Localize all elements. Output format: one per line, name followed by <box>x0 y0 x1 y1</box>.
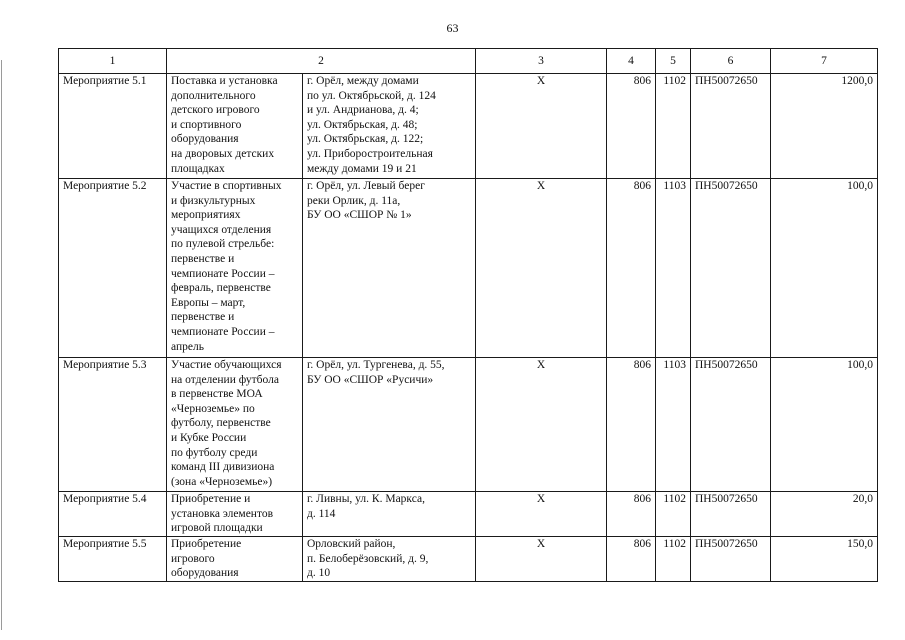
measure-col5: 1102 <box>656 492 691 537</box>
measure-name: Приобретение и установка элементов игровой площадки <box>167 492 303 537</box>
table-row <box>59 179 878 358</box>
measure-col3: Х <box>476 74 607 179</box>
measure-col4: 806 <box>607 358 656 492</box>
measures-table <box>58 48 878 582</box>
measure-name: Приобретение игрового оборудования <box>167 537 303 582</box>
measure-col6: ПН50072650 <box>691 74 771 179</box>
table-header-row <box>59 49 878 74</box>
header-col-7: 7 <box>771 49 878 74</box>
measure-col3: Х <box>476 537 607 582</box>
measure-address: г. Ливны, ул. К. Маркса, д. 114 <box>303 492 476 537</box>
measure-name: Поставка и установка дополнительного детского игрового и спортивного оборудования на дворовых детских площадках <box>167 74 303 179</box>
measure-id: Мероприятие 5.2 <box>59 179 167 358</box>
measure-id: Мероприятие 5.1 <box>59 74 167 179</box>
measure-col4: 806 <box>607 74 656 179</box>
table-row <box>59 492 878 537</box>
measure-address: г. Орёл, ул. Тургенева, д. 55, БУ ОО «СШОР «Русичи» <box>303 358 476 492</box>
table-row <box>59 74 878 179</box>
header-col-3: 3 <box>476 49 607 74</box>
measure-col4: 806 <box>607 537 656 582</box>
table-row <box>59 537 878 582</box>
measure-col7: 100,0 <box>771 179 878 358</box>
header-col-5: 5 <box>656 49 691 74</box>
measure-col4: 806 <box>607 179 656 358</box>
measure-col6: ПН50072650 <box>691 537 771 582</box>
header-col-2: 2 <box>167 49 476 74</box>
measure-address: г. Орёл, между домами по ул. Октябрьской, д. 124 и ул. Андрианова, д. 4; ул. Октябрьская, д. 48; ул. Октябрьская, д. 122; ул. Приборостроительная между домами 19 и 21 <box>303 74 476 179</box>
measure-col3: Х <box>476 492 607 537</box>
measure-id: Мероприятие 5.4 <box>59 492 167 537</box>
header-col-4: 4 <box>607 49 656 74</box>
measure-name: Участие обучающихся на отделении футбола в первенстве МОА «Черноземье» по футболу, первенстве и Кубке России по футболу среди команд III дивизиона (зона «Черноземье») <box>167 358 303 492</box>
measure-col5: 1102 <box>656 537 691 582</box>
measure-col5: 1103 <box>656 358 691 492</box>
header-col-1: 1 <box>59 49 167 74</box>
measure-col6: ПН50072650 <box>691 179 771 358</box>
header-col-6: 6 <box>691 49 771 74</box>
measure-col5: 1102 <box>656 74 691 179</box>
measure-col7: 150,0 <box>771 537 878 582</box>
measure-id: Мероприятие 5.5 <box>59 537 167 582</box>
measure-address: Орловский район, п. Белоберёзовский, д. 9, д. 10 <box>303 537 476 582</box>
scan-edge-line <box>1 60 2 630</box>
measure-col7: 1200,0 <box>771 74 878 179</box>
measure-col6: ПН50072650 <box>691 492 771 537</box>
table-row <box>59 358 878 492</box>
measure-col4: 806 <box>607 492 656 537</box>
measure-id: Мероприятие 5.3 <box>59 358 167 492</box>
measure-col3: Х <box>476 358 607 492</box>
measure-col5: 1103 <box>656 179 691 358</box>
measure-name: Участие в спортивных и физкультурных мероприятиях учащихся отделения по пулевой стрельбе: первенстве и чемпионате России – февраль, первенстве Европы – март, первенстве и чемпионате России – апрель <box>167 179 303 358</box>
measure-col3: Х <box>476 179 607 358</box>
measure-address: г. Орёл, ул. Левый берег реки Орлик, д. 11а, БУ ОО «СШОР № 1» <box>303 179 476 358</box>
measure-col6: ПН50072650 <box>691 358 771 492</box>
measure-col7: 20,0 <box>771 492 878 537</box>
page-number: 63 <box>446 21 459 35</box>
measure-col7: 100,0 <box>771 358 878 492</box>
